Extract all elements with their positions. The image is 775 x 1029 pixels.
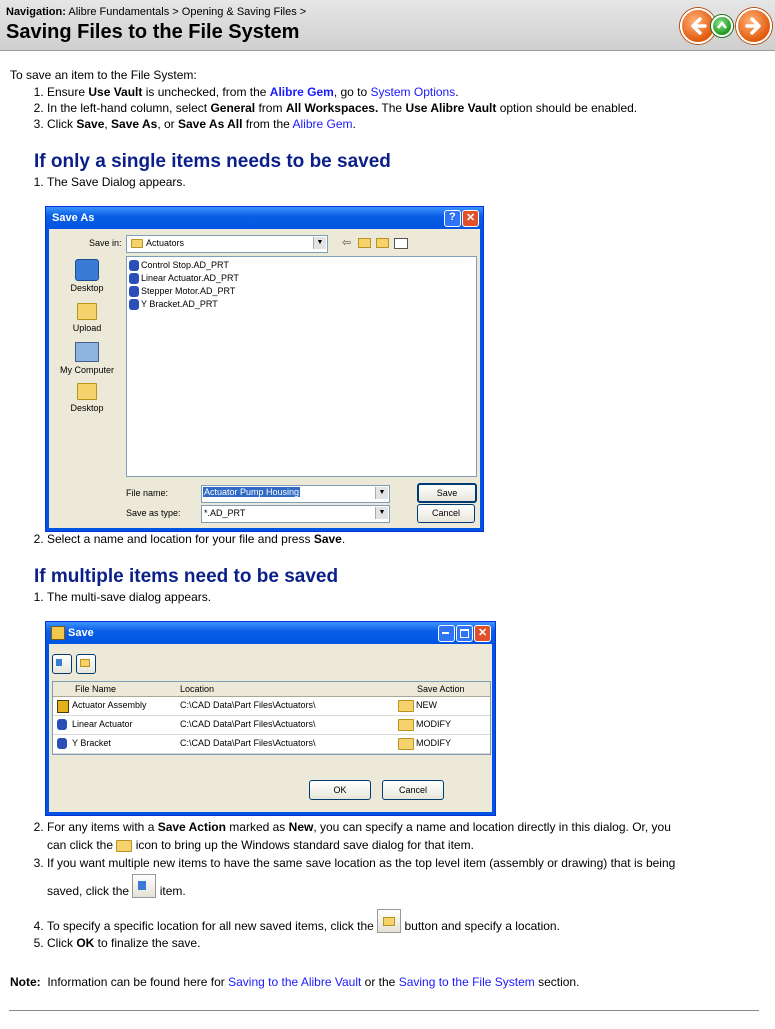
next-page-button[interactable] — [736, 8, 772, 44]
single-step-1: 1. The Save Dialog appears. — [47, 174, 186, 190]
single-steps-2 — [0, 531, 345, 547]
part-file-icon — [129, 273, 139, 284]
list-item[interactable]: Stepper Motor.AD_PRT — [129, 285, 235, 298]
browse-folder-icon[interactable] — [398, 738, 414, 750]
browse-folder-icon[interactable] — [398, 700, 414, 712]
folder-icon — [131, 239, 143, 248]
section-heading-single: If only a single items needs to be saved — [34, 151, 391, 172]
save-as-dialog — [45, 206, 484, 532]
close-icon: ✕ — [478, 627, 488, 639]
places-my-computer[interactable]: My Computer — [57, 342, 117, 375]
arrow-left-icon — [688, 16, 708, 36]
saving-to-file-system-link[interactable]: Saving to the File System — [398, 975, 535, 989]
browse-folder-icon[interactable] — [398, 719, 414, 731]
table-row[interactable]: Actuator Assembly C:\CAD Data\Part Files\Actuators\ NEW — [53, 697, 490, 716]
minimize-button[interactable] — [438, 625, 455, 642]
maximize-button[interactable] — [456, 625, 473, 642]
file-name-input[interactable] — [201, 485, 390, 503]
part-file-icon — [129, 260, 139, 271]
list-item[interactable]: Linear Actuator.AD_PRT — [129, 272, 239, 285]
set-location-icon — [377, 909, 401, 933]
desktop-icon — [75, 259, 99, 281]
folder-icon — [77, 383, 97, 400]
breadcrumb — [6, 6, 306, 18]
assembly-icon — [57, 700, 69, 713]
save-dialog — [45, 621, 496, 816]
close-button[interactable] — [474, 625, 491, 642]
save-in-value: Actuators — [146, 238, 185, 248]
save-as-titlebar — [46, 207, 483, 229]
arrow-right-icon — [744, 16, 764, 36]
part-file-icon — [129, 286, 139, 297]
help-button[interactable] — [444, 210, 461, 227]
places-upload[interactable]: Upload — [57, 303, 117, 333]
save-type-value: *.AD_PRT — [204, 508, 246, 518]
question-icon: ? — [449, 211, 456, 223]
multiple-step-3: 3. If you want multiple new items to have the same save location as the top level item (assembly or drawing) that is being saved, click the item. — [47, 854, 775, 900]
breadcrumb-text[interactable]: Alibre Fundamentals > Opening & Saving Files > — [68, 6, 307, 18]
set-location-button[interactable] — [76, 654, 96, 674]
file-name-label: File name: — [126, 488, 169, 498]
folder-icon — [116, 840, 132, 852]
save-in-label: Save in: — [89, 238, 122, 248]
table-header — [53, 682, 490, 697]
file-list[interactable] — [126, 256, 477, 477]
same-location-button[interactable] — [52, 654, 72, 674]
back-icon[interactable]: ⇦ — [342, 237, 352, 249]
save-type-select[interactable] — [201, 505, 390, 523]
save-in-select[interactable] — [126, 235, 328, 253]
ok-button[interactable]: OK — [309, 780, 371, 800]
cancel-button[interactable]: Cancel — [417, 504, 475, 523]
intro-lead: To save an item to the File System: — [10, 68, 197, 82]
computer-icon — [75, 342, 99, 362]
section-heading-multiple: If multiple items need to be saved — [34, 566, 339, 587]
save-as-title: Save As — [52, 212, 95, 224]
new-folder-icon[interactable] — [376, 238, 389, 248]
multiple-step-5: 5. Click OK to finalize the save. — [47, 935, 775, 951]
close-button[interactable] — [462, 210, 479, 227]
single-step-2: 2. Select a name and location for your file and press Save. — [47, 531, 345, 547]
chevron-down-icon[interactable]: ▼ — [313, 237, 326, 249]
places-desktop-2[interactable]: Desktop — [57, 383, 117, 413]
column-header[interactable]: Location — [180, 684, 215, 694]
folder-icon — [77, 303, 97, 320]
same-location-icon — [56, 659, 62, 666]
maximize-icon — [460, 629, 469, 638]
close-icon: ✕ — [466, 212, 476, 224]
note-label: Note: — [10, 975, 41, 989]
saving-to-vault-link[interactable]: Saving to the Alibre Vault — [228, 975, 362, 989]
multiple-steps — [0, 589, 211, 605]
multiple-step-4: 4. To specify a specific location for all new saved items, click the button and specify a location. — [47, 909, 775, 935]
save-type-label: Save as type: — [126, 508, 181, 518]
table-row[interactable]: Linear Actuator C:\CAD Data\Part Files\Actuators\ MODIFY — [53, 716, 490, 735]
file-name-value: Actuator Pump Housing — [204, 487, 300, 497]
intro-step-2: 2. In the left-hand column, select General from All Workspaces. The Use Alibre Vault option should be enabled. — [47, 100, 637, 116]
multiple-step-2: 2. For any items with a Save Action marked as New, you can specify a name and location directly in this dialog. Or, you can click the icon to bring up the Windows standard save dialog for that item. — [47, 818, 775, 854]
arrow-up-icon — [716, 20, 728, 32]
views-menu-icon[interactable] — [394, 238, 408, 249]
footer-divider — [9, 1010, 759, 1011]
note: Note: Information can be found here for Saving to the Alibre Vault or the Saving to the File System section. — [10, 975, 580, 989]
part-file-icon — [57, 719, 67, 730]
single-steps — [0, 174, 186, 190]
list-item[interactable]: Y Bracket.AD_PRT — [129, 298, 218, 311]
system-options-link[interactable]: System Options — [370, 85, 456, 99]
same-location-icon — [132, 874, 156, 898]
cancel-button[interactable]: Cancel — [382, 780, 444, 800]
save-title: Save — [68, 627, 94, 639]
multiple-steps-2 — [0, 818, 775, 951]
table-row[interactable]: Y Bracket C:\CAD Data\Part Files\Actuators\ MODIFY — [53, 735, 490, 754]
chevron-down-icon[interactable]: ▼ — [375, 487, 388, 499]
list-item[interactable]: Control Stop.AD_PRT — [129, 259, 229, 272]
intro-steps — [0, 84, 637, 132]
page-title: Saving Files to the File System — [6, 21, 300, 43]
set-location-icon — [80, 659, 90, 667]
home-button[interactable] — [711, 15, 733, 37]
page-header — [0, 0, 775, 51]
intro-step-1: 1. Ensure Use Vault is unchecked, from the Alibre Gem, go to System Options. — [47, 84, 637, 100]
intro-step-3: 3. Click Save, Save As, or Save As All from the Alibre Gem. — [47, 116, 637, 132]
minimize-icon — [442, 632, 449, 634]
app-icon — [51, 626, 65, 640]
part-file-icon — [57, 738, 67, 749]
alibre-gem-link[interactable]: Alibre Gem — [269, 85, 334, 99]
places-desktop[interactable]: Desktop — [57, 259, 117, 293]
chevron-down-icon[interactable]: ▼ — [375, 507, 388, 519]
nav-label: Navigation: — [6, 6, 66, 18]
save-items-table[interactable] — [52, 681, 491, 755]
save-titlebar — [46, 622, 495, 644]
save-button[interactable]: Save — [417, 483, 477, 503]
multiple-step-1: 1. The multi-save dialog appears. — [47, 589, 211, 605]
column-header[interactable]: File Name — [75, 684, 117, 694]
alibre-gem-link-2[interactable]: Alibre Gem — [292, 117, 353, 131]
column-header[interactable]: Save Action — [417, 684, 465, 694]
up-folder-icon[interactable] — [358, 238, 371, 248]
part-file-icon — [129, 299, 139, 310]
